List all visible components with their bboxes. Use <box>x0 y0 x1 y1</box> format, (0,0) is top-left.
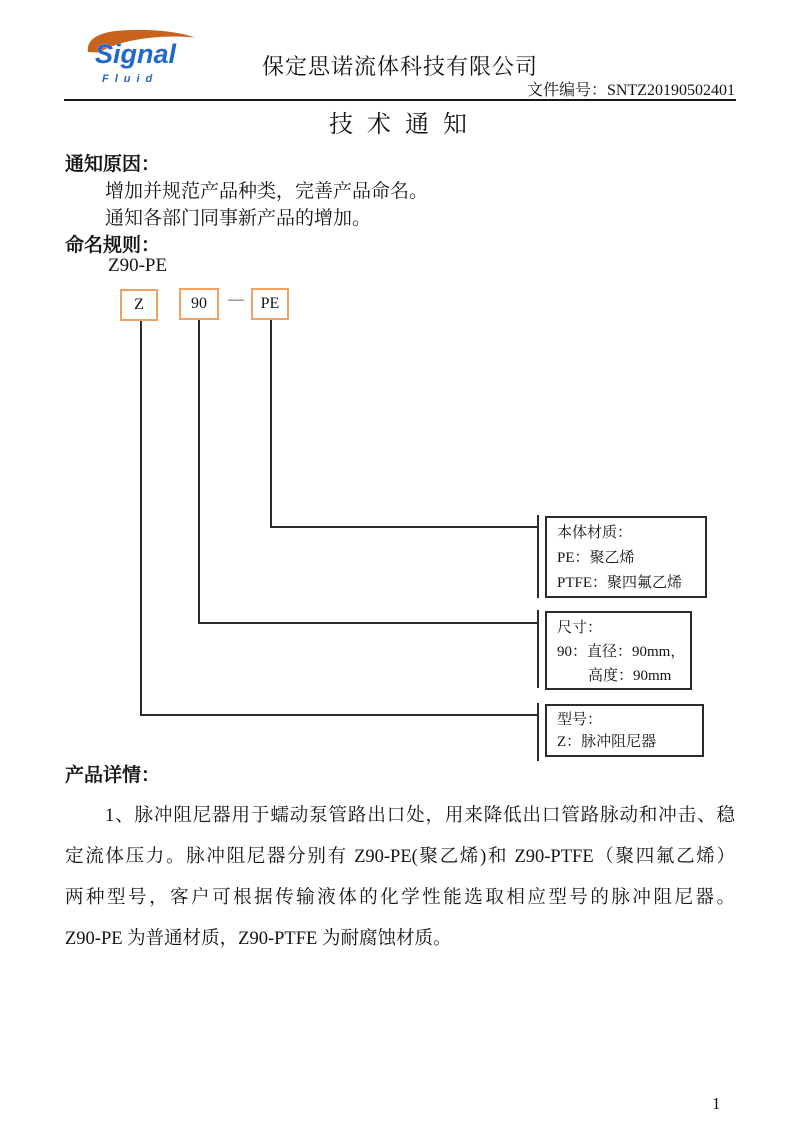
callout-material-line-2: PE：聚乙烯 <box>557 550 635 566</box>
page-title: 技 术 通 知 <box>329 112 471 138</box>
callout-tick-model <box>537 703 539 761</box>
product-details-line-2: 定流体压力。脉冲阻尼器分别有 Z90-PE(聚乙烯)和 Z90-PTFE（聚四氟乙烯） <box>65 847 735 867</box>
callout-tick-material <box>537 515 539 598</box>
product-details-line-1: 1、脉冲阻尼器用于蠕动泵管路出口处，用来降低出口管路脉动和冲击、稳 <box>105 806 735 826</box>
naming-rule-code: Z90-PE <box>108 255 168 276</box>
callout-box-size <box>545 611 692 690</box>
document-number: 文件编号：SNTZ20190502401 <box>526 82 735 99</box>
connector-90-horizontal <box>198 622 538 624</box>
code-box-z: Z <box>120 289 158 321</box>
notice-reason-line-1: 增加并规范产品种类，完善产品命名。 <box>105 181 429 202</box>
dash-separator: — <box>228 291 244 308</box>
company-name: 保定思诺流体科技有限公司 <box>261 54 538 79</box>
callout-box-material <box>545 516 707 598</box>
product-details-heading: 产品详情： <box>65 765 161 786</box>
logo-fluid-text: Fluid <box>102 73 159 85</box>
product-details-line-3: 两种型号，客户可根据传输液体的化学性能选取相应型号的脉冲阻尼器。 <box>65 888 735 908</box>
callout-model-line-1: 型号： <box>557 712 603 728</box>
callout-tick-size <box>537 610 539 688</box>
callout-size-line-3: 高度：90mm <box>588 668 672 684</box>
notice-reason-line-2: 通知各部门同事新产品的增加。 <box>105 208 372 229</box>
connector-pe-vertical <box>270 320 272 528</box>
code-box-90: 90 <box>179 288 219 320</box>
connector-z-horizontal <box>140 714 538 716</box>
code-box-pe: PE <box>251 288 289 320</box>
connector-pe-horizontal <box>270 526 538 528</box>
naming-rule-heading: 命名规则： <box>65 235 161 256</box>
logo-signal-text: Signal <box>95 39 177 69</box>
connector-z-vertical <box>140 321 142 716</box>
callout-material-line-3: PTFE：聚四氟乙烯 <box>557 575 683 591</box>
header-divider <box>64 99 736 101</box>
connector-90-vertical <box>198 320 200 624</box>
product-details-line-4: Z90-PE 为普通材质，Z90-PTFE 为耐腐蚀材质。 <box>65 929 452 949</box>
callout-material-line-1: 本体材质： <box>557 525 633 541</box>
callout-size-line-2: 90：直径：90mm， <box>557 644 686 660</box>
page-number: 1 <box>712 1094 721 1113</box>
callout-size-line-1: 尺寸： <box>557 620 603 636</box>
callout-box-model <box>545 704 704 757</box>
callout-model-line-2: Z：脉冲阻尼器 <box>557 734 657 750</box>
notice-reason-heading: 通知原因： <box>65 154 161 175</box>
